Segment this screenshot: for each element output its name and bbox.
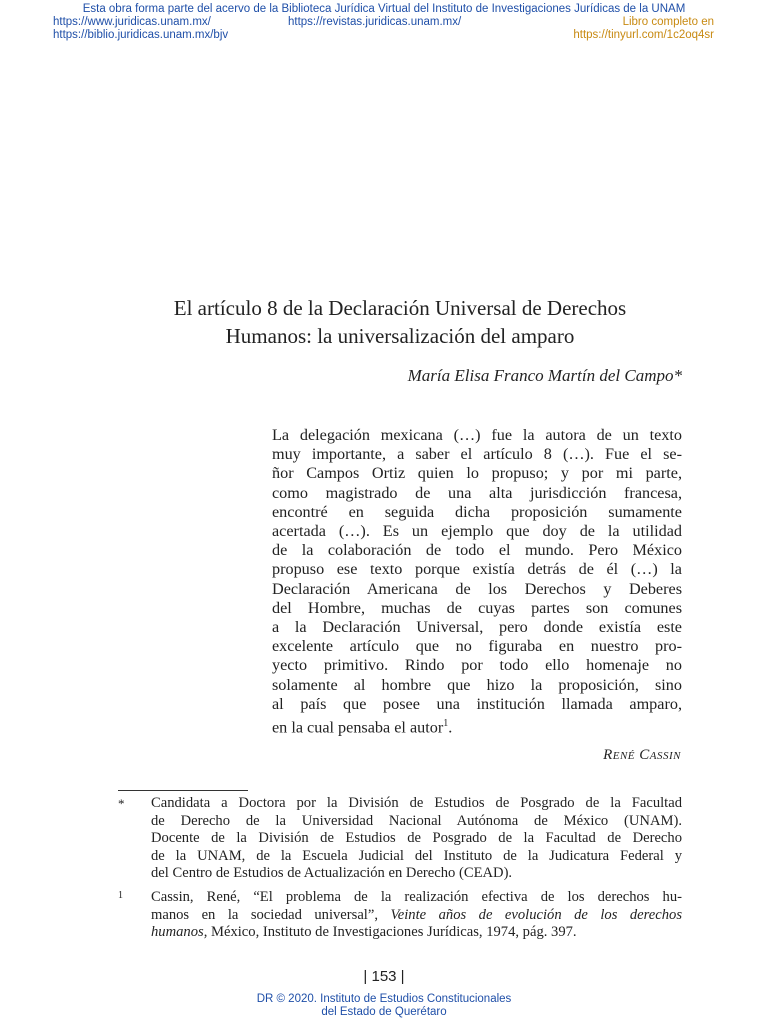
book-title-text: Veinte años de evolución de los derechos: [390, 906, 682, 923]
quote-line: excelente artículo que no figuraba en nuestro pro-: [272, 637, 682, 656]
footnote-1-text: [151, 889, 682, 942]
quote-text: .: [448, 718, 453, 737]
footnote-text: manos en la sociedad universal”,: [151, 906, 391, 923]
quote-attribution: René Cassin: [603, 747, 681, 763]
revistas-link[interactable]: https://revistas.juridicas.unam.mx/: [288, 16, 462, 28]
quote-line: a la Declaración Universal, pero donde existía este: [272, 618, 682, 637]
footnote-line: Docente de la División de Estudios de Posgrado de la Facultad de Derecho: [151, 830, 682, 847]
footnote-line: Candidata a Doctora por la División de Estudios de Posgrado de la Facultad: [151, 795, 682, 811]
author-name: María Elisa Franco Martín del Campo*: [407, 366, 682, 385]
quote-line: al país que posee una institución llamada amparo,: [272, 694, 682, 713]
quote-line: La delegación mexicana (…) fue la autora de un texto: [272, 426, 682, 444]
repository-notice-text: Esta obra forma parte del acervo de la Biblioteca Jurídica Virtual del Instituto de Investigaciones Jurídicas de la UNAM: [82, 3, 686, 15]
footnote-ref[interactable]: 1: [443, 718, 449, 730]
footnote-line: [151, 924, 682, 942]
quote-line: como magistrado de una alta jurisdicción francesa,: [272, 483, 682, 502]
copyright-line-1: DR © 2020. Instituto de Estudios Constitucionales: [256, 993, 512, 1005]
footnote-author-text: [151, 795, 682, 883]
quote-line: Declaración Americana de los Derechos y Deberes: [272, 579, 682, 598]
footnote-mark: 1: [118, 890, 123, 901]
quote-line: solamente al hombre que hizo la proposición, sino: [272, 675, 682, 694]
footnote-line: de la UNAM, de la Escuela Judicial del Instituto de la Judicatura Federal y: [151, 847, 682, 864]
footnote-text: , México, Instituto de Investigaciones Jurídicas, 1974, pág. 397.: [203, 924, 577, 941]
quote-line: propuso ese texto porque existía detrás de él (…) la: [272, 560, 682, 579]
copyright-line-2: del Estado de Querétaro: [321, 1006, 447, 1018]
repository-notice: [0, 2, 768, 16]
article-title-line-1: El artículo 8 de la Declaración Universal de Derechos: [173, 296, 627, 320]
quote-line: del Hombre, muchas de cuyas partes son comunes: [272, 598, 682, 617]
footnote-line: de Derecho de la Universidad Nacional Autónoma de México (UNAM).: [151, 812, 682, 829]
quote-line: muy importante, a saber el artículo 8 (…). Fue el se-: [272, 445, 682, 464]
footnote-separator: [118, 790, 248, 791]
quote-line: encontré en seguida dicha proposición sumamente: [272, 502, 682, 521]
footnote-line: Cassin, René, “El problema de la realización efectiva de los derechos hu-: [151, 889, 682, 905]
epigraph-quote: [272, 426, 682, 738]
article-title-line-2: Humanos: la universalización del amparo: [225, 324, 575, 348]
book-title-text: humanos: [151, 924, 204, 941]
footnote-author: [118, 795, 682, 885]
footnote-line: [151, 907, 682, 925]
quote-text: en la cual pensaba el autor: [272, 718, 444, 737]
footnote-line: del Centro de Estudios de Actualización en Derecho (CEAD).: [151, 865, 513, 882]
quote-line: acertada (…). Es un ejemplo que doy de la utilidad: [272, 522, 682, 541]
footnote-1: [118, 889, 682, 945]
biblio-link[interactable]: https://biblio.juridicas.unam.mx/bjv: [53, 29, 229, 41]
footnote-mark: *: [118, 796, 125, 811]
tinyurl-link[interactable]: https://tinyurl.com/1c2oq4sr: [573, 29, 714, 41]
quote-line: ñor Campos Ortiz quien lo propuso; y por mi parte,: [272, 464, 682, 483]
quote-line: [272, 714, 682, 738]
quote-line: yecto primitivo. Rindo por todo ello homenaje no: [272, 656, 682, 675]
juridicas-link[interactable]: https://www.juridicas.unam.mx/: [53, 16, 211, 28]
page-number: | 153 |: [363, 968, 405, 985]
quote-line: de la colaboración de todo el mundo. Pero México: [272, 541, 682, 560]
libro-completo-label: Libro completo en: [622, 16, 714, 28]
